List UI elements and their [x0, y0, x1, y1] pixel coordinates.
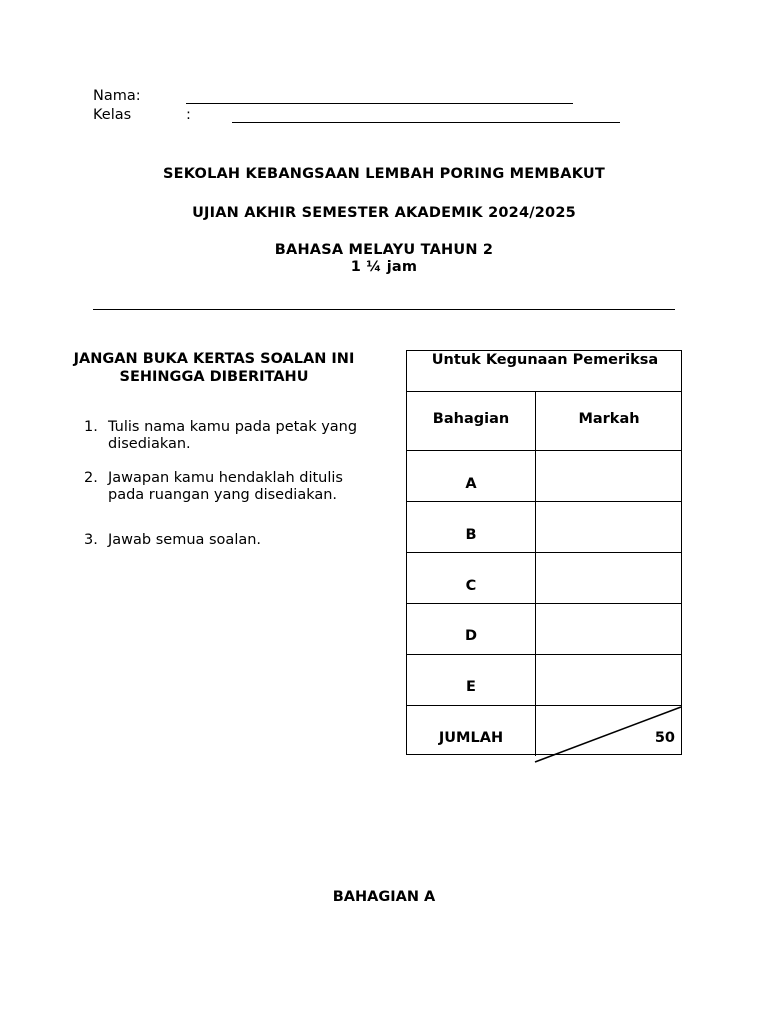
- section-row-label: E: [466, 679, 476, 695]
- examiner-table-title: Untuk Kegunaan Pemeriksa: [431, 352, 659, 368]
- instruction-item: [84, 419, 374, 453]
- exam-title: UJIAN AKHIR SEMESTER AKADEMIK 2024/2025: [192, 205, 576, 221]
- header-divider: [93, 309, 675, 310]
- total-cell-slash: [530, 700, 690, 770]
- section-heading: BAHAGIAN A: [332, 889, 436, 905]
- instruction-text: Tulis nama kamu pada petak yang disediakan.: [108, 419, 358, 452]
- class-colon: :: [186, 107, 191, 123]
- warning-line-1: JANGAN BUKA KERTAS SOALAN INI: [73, 351, 355, 367]
- examiner-table: [406, 350, 682, 755]
- total-label: JUMLAH: [438, 730, 504, 746]
- instruction-text: Jawapan kamu hendaklah ditulis pada ruangan yang disediakan.: [108, 470, 343, 503]
- instruction-number: 2.: [84, 470, 98, 486]
- name-label: Nama:: [93, 88, 141, 104]
- instruction-item: [84, 532, 374, 549]
- section-row-label: C: [465, 578, 477, 594]
- warning-notice: [58, 350, 370, 386]
- exam-duration: 1 ¼ jam: [350, 259, 418, 275]
- warning-line-2: SEHINGGA DIBERITAHU: [119, 369, 309, 385]
- section-row-label: D: [464, 628, 478, 644]
- instruction-number: 1.: [84, 419, 98, 435]
- instruction-number: 3.: [84, 532, 98, 548]
- total-value: 50: [654, 730, 675, 746]
- instruction-text: Jawab semua soalan.: [108, 532, 262, 548]
- class-field-line[interactable]: [232, 122, 620, 123]
- name-field-line[interactable]: [186, 103, 573, 104]
- instruction-item: [84, 470, 374, 504]
- school-name: SEKOLAH KEBANGSAAN LEMBAH PORING MEMBAKUT: [163, 166, 605, 182]
- column-header-marks: Markah: [578, 411, 640, 427]
- column-header-section: Bahagian: [432, 411, 510, 427]
- section-row-label: A: [465, 476, 477, 492]
- class-label: Kelas: [93, 107, 132, 123]
- subject-title: BAHASA MELAYU TAHUN 2: [274, 242, 494, 258]
- section-row-label: B: [465, 527, 477, 543]
